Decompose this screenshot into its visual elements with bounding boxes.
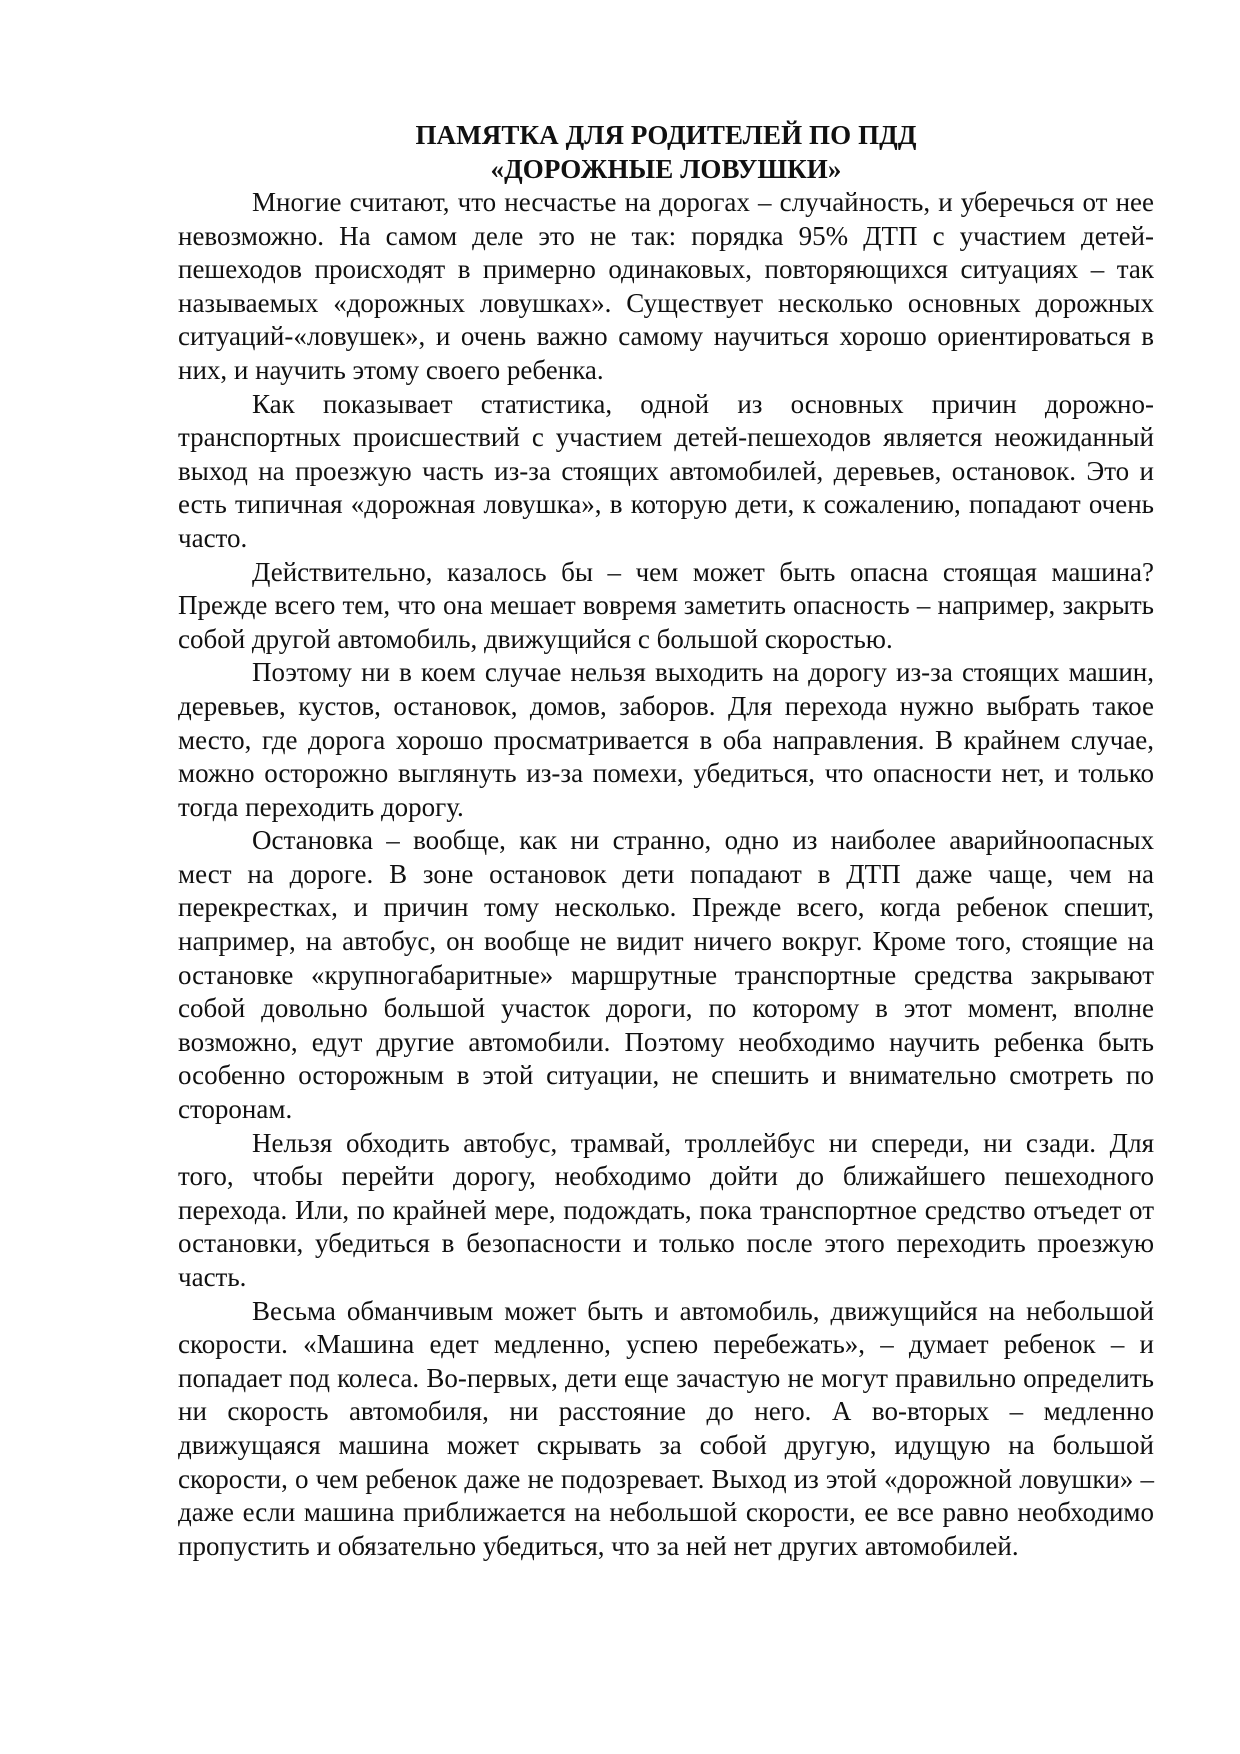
paragraph-obstacles: Поэтому ни в коем случае нельзя выходить на дорогу из-за стоящих машин, деревьев, кустов, остановок, домов, заборов. Для перехода нужно выбрать такое место, где дорога хорошо просматривается в оба направления. В крайнем случае, можно осторожно выглянуть из-за помехи, убедиться, что опасности нет, и только тогда переходить дорогу. bbox=[178, 657, 1154, 822]
document-body bbox=[178, 118, 1154, 1563]
paragraph-slow-car: Весьма обманчивым может быть и автомобиль, движущийся на небольшой скорости. «Машина едет медленно, успею перебежать», – думает ребенок – и попадает под колеса. Во-первых, дети еще зачастую не могут правильно определить ни скорость автомобиля, ни расстояние до него. А во-вторых – медленно движущаяся машина может скрывать за собой другую, идущую на большой скорости, о чем ребенок даже не подозревает. Выход из этой «дорожной ловушки» – даже если машина приближается на небольшой скорости, ее все равно необходимо пропустить и обязательно убедиться, что за ней нет других автомобилей. bbox=[178, 1295, 1154, 1561]
title-line-2: «ДОРОЖНЫЕ ЛОВУШКИ» bbox=[490, 154, 842, 184]
paragraph-standing-car: Действительно, казалось бы – чем может быть опасна стоящая машина? Прежде всего тем, что она мешает вовремя заметить опасность – например, закрыть собой другой автомобиль, движущийся с большой скоростью. bbox=[178, 556, 1154, 654]
paragraph-statistics: Как показывает статистика, одной из основных причин дорожно-транспортных происшествий с участием детей-пешеходов является неожиданный выход на проезжую часть из-за стоящих автомобилей, деревьев, остановок. Это и есть типичная «дорожная ловушка», в которую дети, к сожалению, попадают очень часто. bbox=[178, 388, 1154, 553]
paragraph-bypass-bus: Нельзя обходить автобус, трамвай, троллейбус ни спереди, ни сзади. Для того, чтобы перейти дорогу, необходимо дойти до ближайшего пешеходного перехода. Или, по крайней мере, подождать, пока транспортное средство отъедет от остановки, убедиться в безопасности и только после этого переходить проезжую часть. bbox=[178, 1127, 1154, 1292]
paragraph-intro: Многие считают, что несчастье на дорогах – случайность, и уберечься от нее невозможно. На самом деле это не так: порядка 95% ДТП с участием детей-пешеходов происходят в примерно одинаковых, повторяющихся ситуациях – так называемых «дорожных ловушках». Существует несколько основных дорожных ситуаций-«ловушек», и очень важно самому научиться хорошо ориентироваться в них, и научить этому своего ребенка. bbox=[178, 187, 1154, 385]
paragraph-bus-stop: Остановка – вообще, как ни странно, одно из наиболее аварийноопасных мест на дороге. В зоне остановок дети попадают в ДТП даже чаще, чем на перекрестках, и причин тому несколько. Прежде всего, когда ребенок спешит, например, на автобус, он вообще не видит ничего вокруг. Кроме того, стоящие на остановке «крупногабаритные» маршрутные транспортные средства закрывают собой довольно большой участок дороги, по которому в этот момент, вполне возможно, едут другие автомобили. Поэтому необходимо научить ребенка быть особенно осторожным в этой ситуации, не спешить и внимательно смотреть по сторонам. bbox=[178, 825, 1154, 1125]
title-line-1: ПАМЯТКА ДЛЯ РОДИТЕЛЕЙ ПО ПДД bbox=[415, 120, 917, 150]
page-title bbox=[178, 118, 1154, 186]
